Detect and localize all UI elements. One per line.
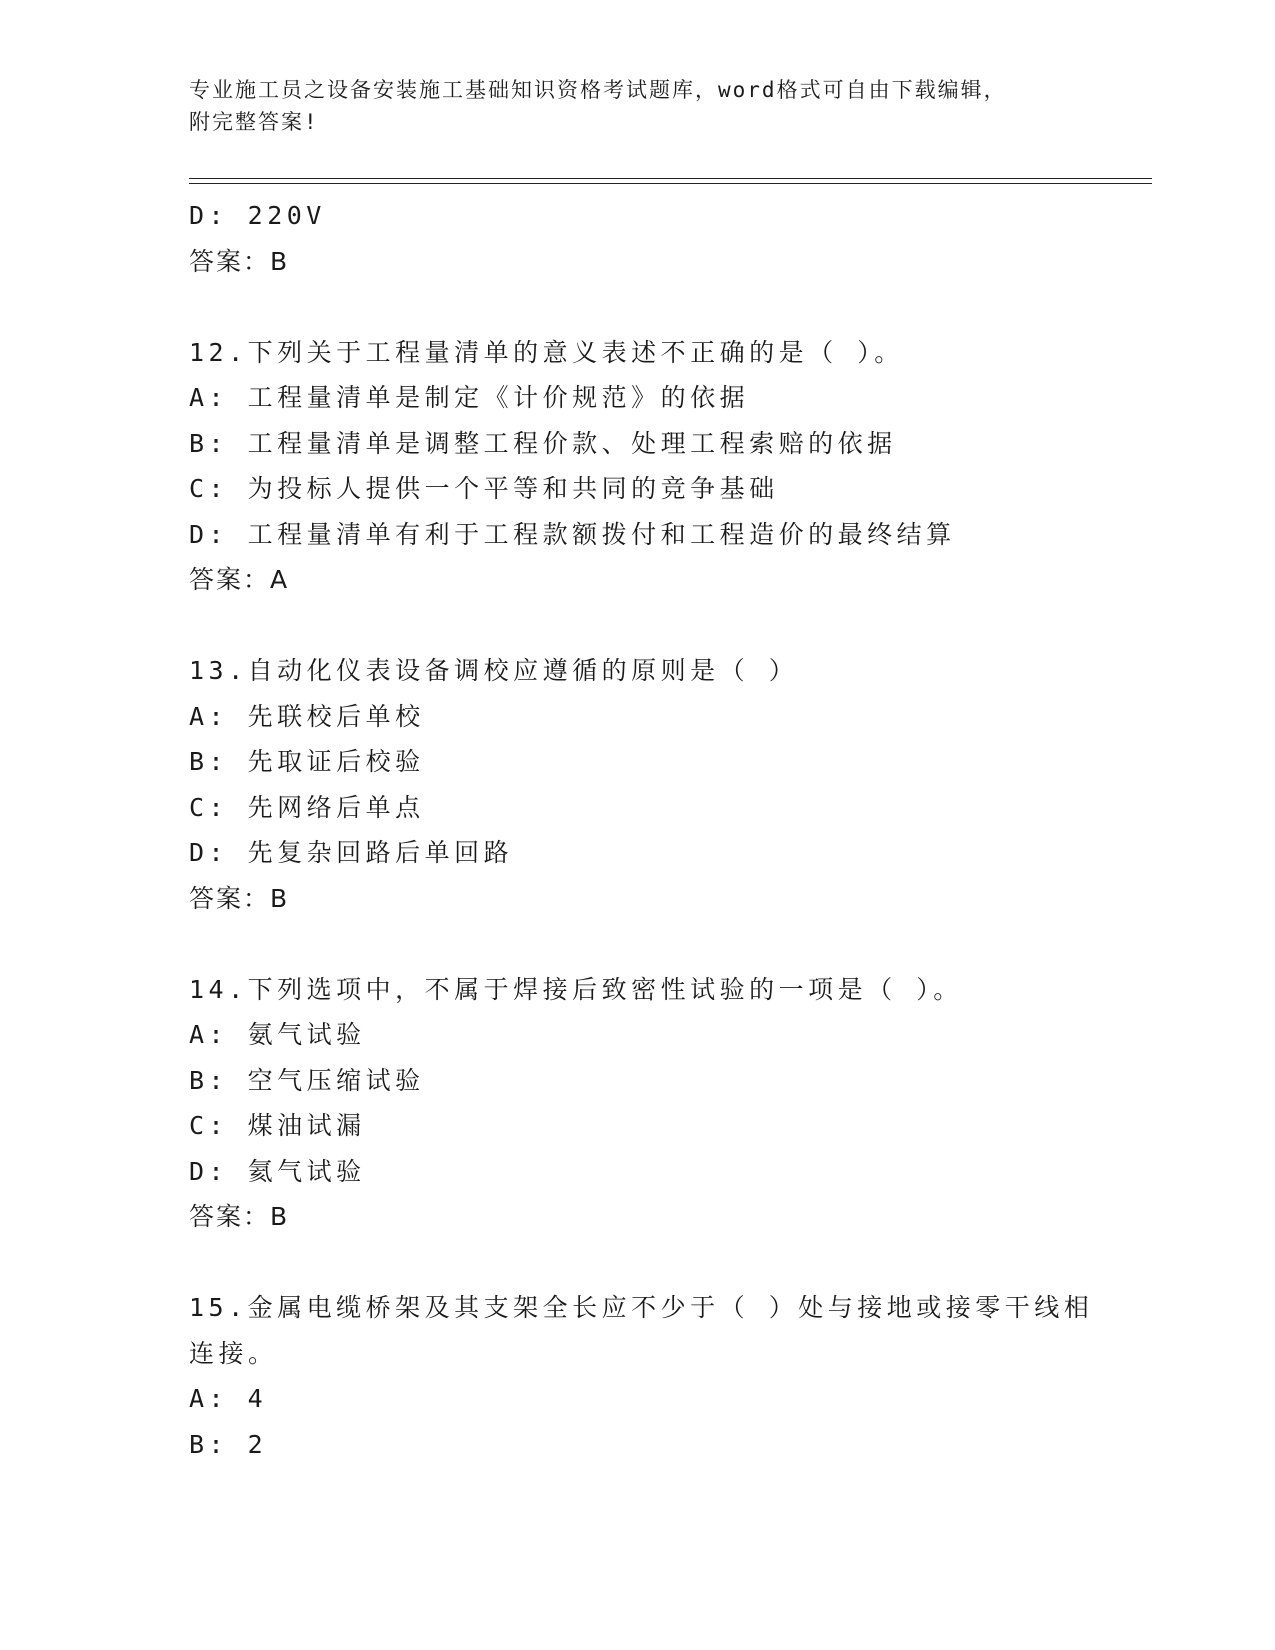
question-13-option-d: D: 先复杂回路后单回路 [189, 838, 514, 867]
question-list [189, 193, 1149, 1467]
question-13-text: 13.自动化仪表设备调校应遵循的原则是（ ） [189, 656, 799, 685]
question-14-text: 14.下列选项中，不属于焊接后致密性试验的一项是（ ）。 [189, 974, 963, 1004]
header-line-2: 附完整答案! [189, 110, 319, 134]
question-13-option-b: B: 先取证后校验 [189, 747, 425, 776]
question-14-option-a: A: 氨气试验 [189, 1020, 366, 1049]
spacer [189, 921, 1149, 967]
question-12-option-d: D: 工程量清单有利于工程款额拨付和工程造价的最终结算 [189, 519, 956, 549]
question-14-answer: 答案：B [189, 1202, 290, 1231]
question-15-text-line-1: 15.金属电缆桥架及其支架全长应不少于（ ）处与接地或接零干线相 [189, 1293, 1094, 1322]
header-divider-top [189, 178, 1152, 179]
question-15-option-a: A: 4 [189, 1384, 268, 1413]
question-14-option-d: D: 氦气试验 [189, 1156, 366, 1186]
question-12-option-a: A: 工程量清单是制定《计价规范》的依据 [189, 383, 750, 412]
header-divider-bottom [189, 183, 1152, 184]
header-line-1: 专业施工员之设备安装施工基础知识资格考试题库，word格式可自由下载编辑， [189, 78, 1007, 102]
question-15-option-b: B: 2 [189, 1429, 268, 1459]
spacer [189, 1240, 1149, 1286]
question-13-option-a: A: 先联校后单校 [189, 701, 425, 731]
question-12-text: 12.下列关于工程量清单的意义表述不正确的是（ ）。 [189, 337, 904, 367]
question-14-option-b: B: 空气压缩试验 [189, 1065, 425, 1095]
question-12-option-c: C: 为投标人提供一个平等和共同的竞争基础 [189, 474, 779, 503]
question-14-option-c: C: 煤油试漏 [189, 1111, 366, 1140]
spacer [189, 284, 1149, 330]
question-12-answer: 答案：A [189, 565, 290, 594]
answer-q11: 答案：B [189, 246, 290, 276]
question-15-text-line-2: 连接。 [189, 1338, 278, 1368]
question-13-option-c: C: 先网络后单点 [189, 792, 425, 822]
spacer [189, 603, 1149, 649]
document-header [189, 74, 1089, 138]
question-12-option-b: B: 工程量清单是调整工程价款、处理工程索赔的依据 [189, 428, 897, 458]
question-13-answer: 答案：B [189, 883, 290, 913]
option-d-q11: D: 220V [189, 201, 326, 230]
